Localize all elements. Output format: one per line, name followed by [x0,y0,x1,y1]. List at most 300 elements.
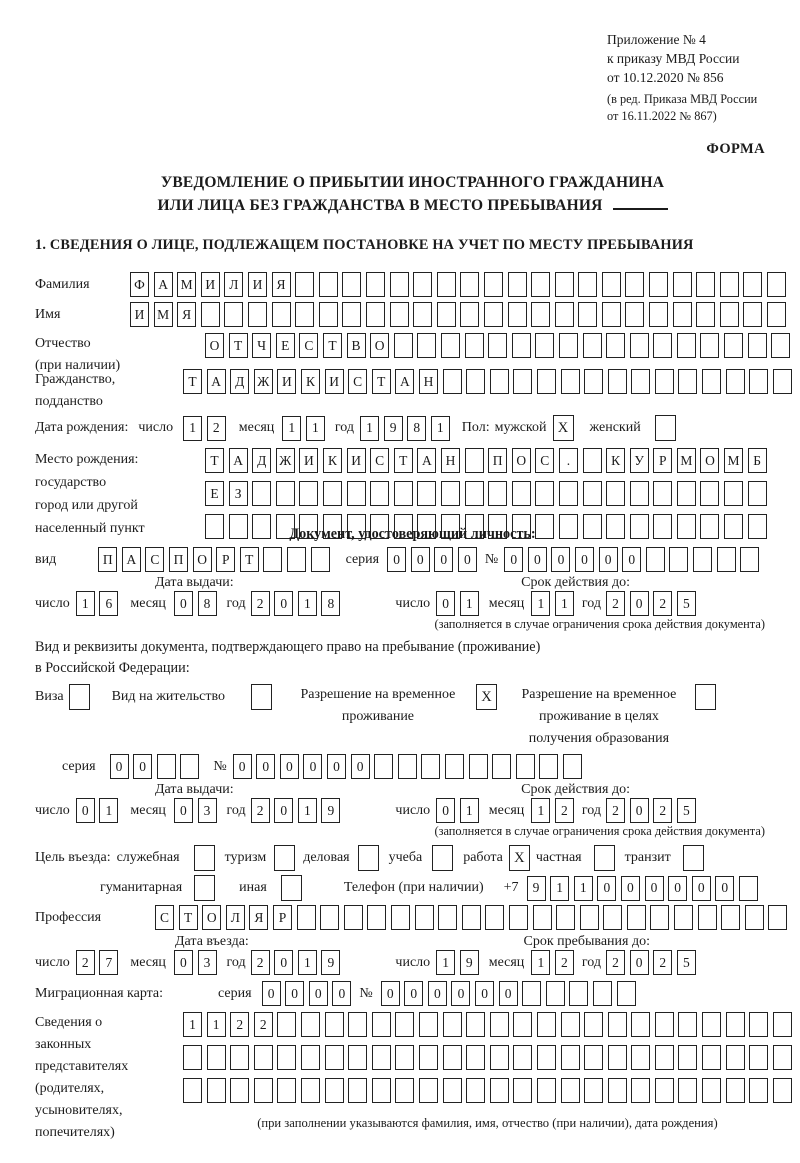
char-box[interactable]: 0 [174,798,193,823]
char-box[interactable] [673,302,692,327]
char-box[interactable] [205,514,224,539]
char-box[interactable]: М [677,448,696,473]
residence-permit-checkbox[interactable] [251,684,272,710]
guardians-row-2[interactable] [183,1045,792,1070]
residence-valid-month-boxes[interactable] [531,798,574,823]
char-box[interactable] [749,369,768,394]
purpose-private-checkbox[interactable] [594,845,615,871]
char-box[interactable]: И [347,448,366,473]
char-box[interactable]: 6 [99,591,118,616]
char-box[interactable]: Б [748,448,767,473]
purpose-work-checkbox[interactable]: X [509,845,530,871]
char-box[interactable] [630,481,649,506]
char-box[interactable] [516,754,535,779]
identity-issue-month-boxes[interactable] [174,591,217,616]
char-box[interactable]: 5 [677,798,696,823]
char-box[interactable]: 2 [254,1012,273,1037]
char-box[interactable] [342,272,361,297]
char-box[interactable]: Ф [130,272,149,297]
char-box[interactable]: 8 [407,416,426,441]
char-box[interactable] [295,302,314,327]
char-box[interactable]: 2 [251,950,270,975]
char-box[interactable] [630,514,649,539]
char-box[interactable] [767,302,786,327]
char-box[interactable] [631,1045,650,1070]
char-box[interactable] [490,1012,509,1037]
char-box[interactable] [413,302,432,327]
char-box[interactable]: 2 [76,950,95,975]
char-box[interactable] [655,1078,674,1103]
birth-year-boxes[interactable] [360,416,450,441]
char-box[interactable]: П [98,547,117,572]
char-box[interactable]: К [606,448,625,473]
char-box[interactable] [272,302,291,327]
purpose-other-checkbox[interactable] [281,875,302,901]
identity-issue-year-boxes[interactable] [251,591,341,616]
char-box[interactable]: А [229,448,248,473]
char-box[interactable] [320,905,339,930]
char-box[interactable] [726,369,745,394]
char-box[interactable] [678,369,697,394]
char-box[interactable] [677,481,696,506]
birth-place-row-2[interactable] [205,481,767,506]
identity-valid-month-boxes[interactable] [531,591,574,616]
char-box[interactable] [344,905,363,930]
char-box[interactable]: С [299,333,318,358]
char-box[interactable]: А [395,369,414,394]
char-box[interactable]: 0 [381,981,400,1006]
char-box[interactable] [342,302,361,327]
char-box[interactable] [539,754,558,779]
char-box[interactable] [583,514,602,539]
char-box[interactable] [466,1045,485,1070]
char-box[interactable] [438,905,457,930]
char-box[interactable] [556,905,575,930]
entry-year-boxes[interactable] [251,950,341,975]
char-box[interactable]: П [488,448,507,473]
char-box[interactable] [374,754,393,779]
char-box[interactable]: Д [252,448,271,473]
char-box[interactable] [569,981,588,1006]
char-box[interactable] [702,369,721,394]
char-box[interactable]: 9 [384,416,403,441]
char-box[interactable] [700,481,719,506]
char-box[interactable]: И [325,369,344,394]
char-box[interactable] [580,905,599,930]
char-box[interactable]: 5 [677,950,696,975]
char-box[interactable]: 0 [630,591,649,616]
char-box[interactable]: 2 [606,950,625,975]
char-box[interactable] [724,333,743,358]
char-box[interactable] [513,1045,532,1070]
char-box[interactable] [398,754,417,779]
char-box[interactable]: 9 [321,950,340,975]
char-box[interactable] [484,272,503,297]
char-box[interactable] [559,481,578,506]
char-box[interactable] [696,302,715,327]
char-box[interactable] [443,1045,462,1070]
char-box[interactable] [465,481,484,506]
char-box[interactable]: 1 [298,950,317,975]
char-box[interactable] [488,333,507,358]
char-box[interactable]: У [630,448,649,473]
char-box[interactable]: 8 [198,591,217,616]
char-box[interactable]: 1 [76,591,95,616]
char-box[interactable] [263,547,282,572]
char-box[interactable] [584,1078,603,1103]
char-box[interactable] [767,272,786,297]
char-box[interactable]: О [512,448,531,473]
char-box[interactable]: 0 [256,754,275,779]
char-box[interactable]: 1 [531,591,550,616]
char-box[interactable] [419,1012,438,1037]
char-box[interactable] [417,333,436,358]
char-box[interactable] [606,514,625,539]
char-box[interactable]: 2 [207,416,226,441]
char-box[interactable]: 0 [76,798,95,823]
char-box[interactable]: О [193,547,212,572]
char-box[interactable] [773,1012,792,1037]
char-box[interactable] [488,481,507,506]
residence-issue-year-boxes[interactable] [251,798,341,823]
char-box[interactable]: 9 [460,950,479,975]
char-box[interactable]: 0 [715,876,734,901]
char-box[interactable]: С [535,448,554,473]
char-box[interactable] [252,481,271,506]
char-box[interactable]: 0 [174,950,193,975]
char-box[interactable]: 0 [274,591,293,616]
char-box[interactable] [466,1078,485,1103]
char-box[interactable] [606,333,625,358]
char-box[interactable] [749,1078,768,1103]
char-box[interactable] [693,547,712,572]
char-box[interactable] [700,333,719,358]
char-box[interactable] [437,302,456,327]
char-box[interactable]: 0 [327,754,346,779]
char-box[interactable]: С [155,905,174,930]
guardians-row-3[interactable] [183,1078,792,1103]
char-box[interactable] [277,1045,296,1070]
char-box[interactable] [508,302,527,327]
char-box[interactable] [655,1045,674,1070]
char-box[interactable]: Т [179,905,198,930]
stay-month-boxes[interactable] [531,950,574,975]
char-box[interactable] [421,754,440,779]
char-box[interactable]: 0 [451,981,470,1006]
char-box[interactable]: О [202,905,221,930]
char-box[interactable]: 0 [351,754,370,779]
char-box[interactable]: Т [229,333,248,358]
char-box[interactable]: 1 [436,950,455,975]
char-box[interactable]: А [154,272,173,297]
char-box[interactable]: 1 [531,950,550,975]
char-box[interactable] [415,905,434,930]
char-box[interactable] [533,905,552,930]
char-box[interactable]: Т [205,448,224,473]
char-box[interactable] [180,754,199,779]
char-box[interactable] [749,1045,768,1070]
char-box[interactable] [254,1045,273,1070]
char-box[interactable] [466,369,485,394]
char-box[interactable] [535,333,554,358]
doc-series-boxes[interactable] [387,547,477,572]
char-box[interactable] [721,905,740,930]
char-box[interactable] [578,272,597,297]
char-box[interactable] [726,1045,745,1070]
char-box[interactable]: 1 [460,798,479,823]
char-box[interactable]: 2 [606,591,625,616]
char-box[interactable] [508,272,527,297]
char-box[interactable] [649,302,668,327]
char-box[interactable] [655,1012,674,1037]
char-box[interactable]: 0 [692,876,711,901]
char-box[interactable]: Я [177,302,196,327]
char-box[interactable]: 3 [198,950,217,975]
char-box[interactable] [650,905,669,930]
char-box[interactable] [743,272,762,297]
char-box[interactable] [276,481,295,506]
char-box[interactable]: 0 [262,981,281,1006]
purpose-humanitarian-checkbox[interactable] [194,875,215,901]
char-box[interactable]: 1 [550,876,569,901]
char-box[interactable] [561,1078,580,1103]
char-box[interactable] [301,1012,320,1037]
char-box[interactable] [531,272,550,297]
char-box[interactable] [183,1045,202,1070]
char-box[interactable] [512,333,531,358]
char-box[interactable]: М [724,448,743,473]
char-box[interactable] [561,369,580,394]
char-box[interactable] [311,547,330,572]
char-box[interactable] [492,754,511,779]
char-box[interactable]: Р [653,448,672,473]
char-box[interactable]: 2 [653,798,672,823]
char-box[interactable] [630,333,649,358]
char-box[interactable] [537,369,556,394]
char-box[interactable]: С [145,547,164,572]
residence-valid-day-boxes[interactable] [436,798,479,823]
char-box[interactable]: 2 [653,591,672,616]
char-box[interactable]: 0 [428,981,447,1006]
char-box[interactable]: 0 [436,591,455,616]
stay-year-boxes[interactable] [606,950,696,975]
char-box[interactable]: И [299,448,318,473]
char-box[interactable]: 1 [431,416,450,441]
stay-day-boxes[interactable] [436,950,479,975]
char-box[interactable] [347,481,366,506]
char-box[interactable] [608,1045,627,1070]
surname-boxes[interactable] [130,272,786,297]
char-box[interactable] [367,905,386,930]
char-box[interactable] [443,1012,462,1037]
char-box[interactable]: 0 [630,798,649,823]
char-box[interactable] [183,1078,202,1103]
char-box[interactable] [768,905,787,930]
char-box[interactable]: 3 [198,798,217,823]
char-box[interactable]: 0 [332,981,351,1006]
char-box[interactable] [295,272,314,297]
birth-month-boxes[interactable] [282,416,325,441]
char-box[interactable] [297,905,316,930]
char-box[interactable] [443,1078,462,1103]
char-box[interactable] [593,981,612,1006]
char-box[interactable]: П [169,547,188,572]
entry-month-boxes[interactable] [174,950,217,975]
residence-number-boxes[interactable] [233,754,582,779]
char-box[interactable]: 1 [99,798,118,823]
char-box[interactable] [546,981,565,1006]
char-box[interactable]: 2 [606,798,625,823]
char-box[interactable] [372,1012,391,1037]
purpose-official-checkbox[interactable] [194,845,215,871]
char-box[interactable]: Е [205,481,224,506]
char-box[interactable] [625,272,644,297]
char-box[interactable]: 0 [436,798,455,823]
doc-kind-boxes[interactable] [98,547,329,572]
char-box[interactable] [490,1078,509,1103]
char-box[interactable] [559,333,578,358]
char-box[interactable] [717,547,736,572]
char-box[interactable]: 1 [306,416,325,441]
sex-female-checkbox[interactable] [655,415,676,441]
char-box[interactable]: 0 [110,754,129,779]
char-box[interactable]: 0 [551,547,570,572]
char-box[interactable]: 5 [677,591,696,616]
char-box[interactable]: Т [372,369,391,394]
char-box[interactable] [771,333,790,358]
char-box[interactable]: Ж [254,369,273,394]
char-box[interactable]: Н [441,448,460,473]
char-box[interactable]: 0 [630,950,649,975]
char-box[interactable] [466,1012,485,1037]
char-box[interactable] [677,333,696,358]
char-box[interactable] [390,272,409,297]
char-box[interactable] [465,448,484,473]
char-box[interactable] [748,333,767,358]
char-box[interactable] [631,1078,650,1103]
char-box[interactable] [773,369,792,394]
migration-number-boxes[interactable] [381,981,636,1006]
char-box[interactable] [462,905,481,930]
char-box[interactable]: Я [249,905,268,930]
char-box[interactable] [229,514,248,539]
char-box[interactable] [509,905,528,930]
char-box[interactable]: 1 [298,798,317,823]
char-box[interactable] [460,272,479,297]
char-box[interactable]: 0 [575,547,594,572]
char-box[interactable]: 0 [645,876,664,901]
char-box[interactable]: 0 [597,876,616,901]
char-box[interactable] [627,905,646,930]
migration-series-boxes[interactable] [262,981,352,1006]
char-box[interactable] [537,1078,556,1103]
char-box[interactable] [561,1045,580,1070]
char-box[interactable]: 0 [411,547,430,572]
char-box[interactable]: И [277,369,296,394]
char-box[interactable]: В [347,333,366,358]
char-box[interactable] [445,754,464,779]
char-box[interactable]: 8 [321,591,340,616]
char-box[interactable]: 1 [298,591,317,616]
purpose-business-checkbox[interactable] [358,845,379,871]
char-box[interactable] [512,481,531,506]
char-box[interactable] [441,481,460,506]
char-box[interactable] [394,481,413,506]
char-box[interactable] [325,1045,344,1070]
char-box[interactable] [720,272,739,297]
char-box[interactable] [348,1078,367,1103]
char-box[interactable]: 2 [653,950,672,975]
char-box[interactable] [469,754,488,779]
char-box[interactable]: О [205,333,224,358]
char-box[interactable]: 2 [555,950,574,975]
char-box[interactable]: И [248,272,267,297]
char-box[interactable] [248,302,267,327]
char-box[interactable]: М [177,272,196,297]
purpose-study-checkbox[interactable] [432,845,453,871]
char-box[interactable] [606,481,625,506]
char-box[interactable]: З [229,481,248,506]
char-box[interactable]: 1 [360,416,379,441]
char-box[interactable] [460,302,479,327]
char-box[interactable]: С [370,448,389,473]
char-box[interactable] [348,1012,367,1037]
char-box[interactable] [698,905,717,930]
char-box[interactable] [726,1012,745,1037]
char-box[interactable] [677,514,696,539]
char-box[interactable] [669,547,688,572]
char-box[interactable] [490,369,509,394]
char-box[interactable] [490,1045,509,1070]
char-box[interactable] [720,302,739,327]
char-box[interactable] [325,1012,344,1037]
sex-male-checkbox[interactable]: X [553,415,574,441]
char-box[interactable] [603,905,622,930]
char-box[interactable]: Т [394,448,413,473]
char-box[interactable] [537,1045,556,1070]
char-box[interactable]: Т [323,333,342,358]
identity-issue-day-boxes[interactable] [76,591,119,616]
char-box[interactable] [323,481,342,506]
temp-permit-checkbox[interactable]: X [476,684,497,710]
char-box[interactable] [207,1045,226,1070]
guardians-row-1[interactable] [183,1012,792,1037]
char-box[interactable]: 9 [321,798,340,823]
char-box[interactable]: 0 [133,754,152,779]
entry-day-boxes[interactable] [76,950,119,975]
char-box[interactable] [372,1078,391,1103]
char-box[interactable] [673,272,692,297]
char-box[interactable] [230,1078,249,1103]
char-box[interactable] [301,1078,320,1103]
char-box[interactable] [583,333,602,358]
patronymic-boxes[interactable] [205,333,790,358]
identity-valid-year-boxes[interactable] [606,591,696,616]
visa-checkbox[interactable] [69,684,90,710]
char-box[interactable]: С [348,369,367,394]
char-box[interactable] [678,1078,697,1103]
char-box[interactable] [608,1078,627,1103]
char-box[interactable] [649,272,668,297]
char-box[interactable]: О [700,448,719,473]
char-box[interactable] [724,481,743,506]
char-box[interactable] [484,302,503,327]
char-box[interactable]: 0 [621,876,640,901]
char-box[interactable] [702,1045,721,1070]
char-box[interactable]: 9 [527,876,546,901]
identity-valid-day-boxes[interactable] [436,591,479,616]
char-box[interactable] [417,481,436,506]
